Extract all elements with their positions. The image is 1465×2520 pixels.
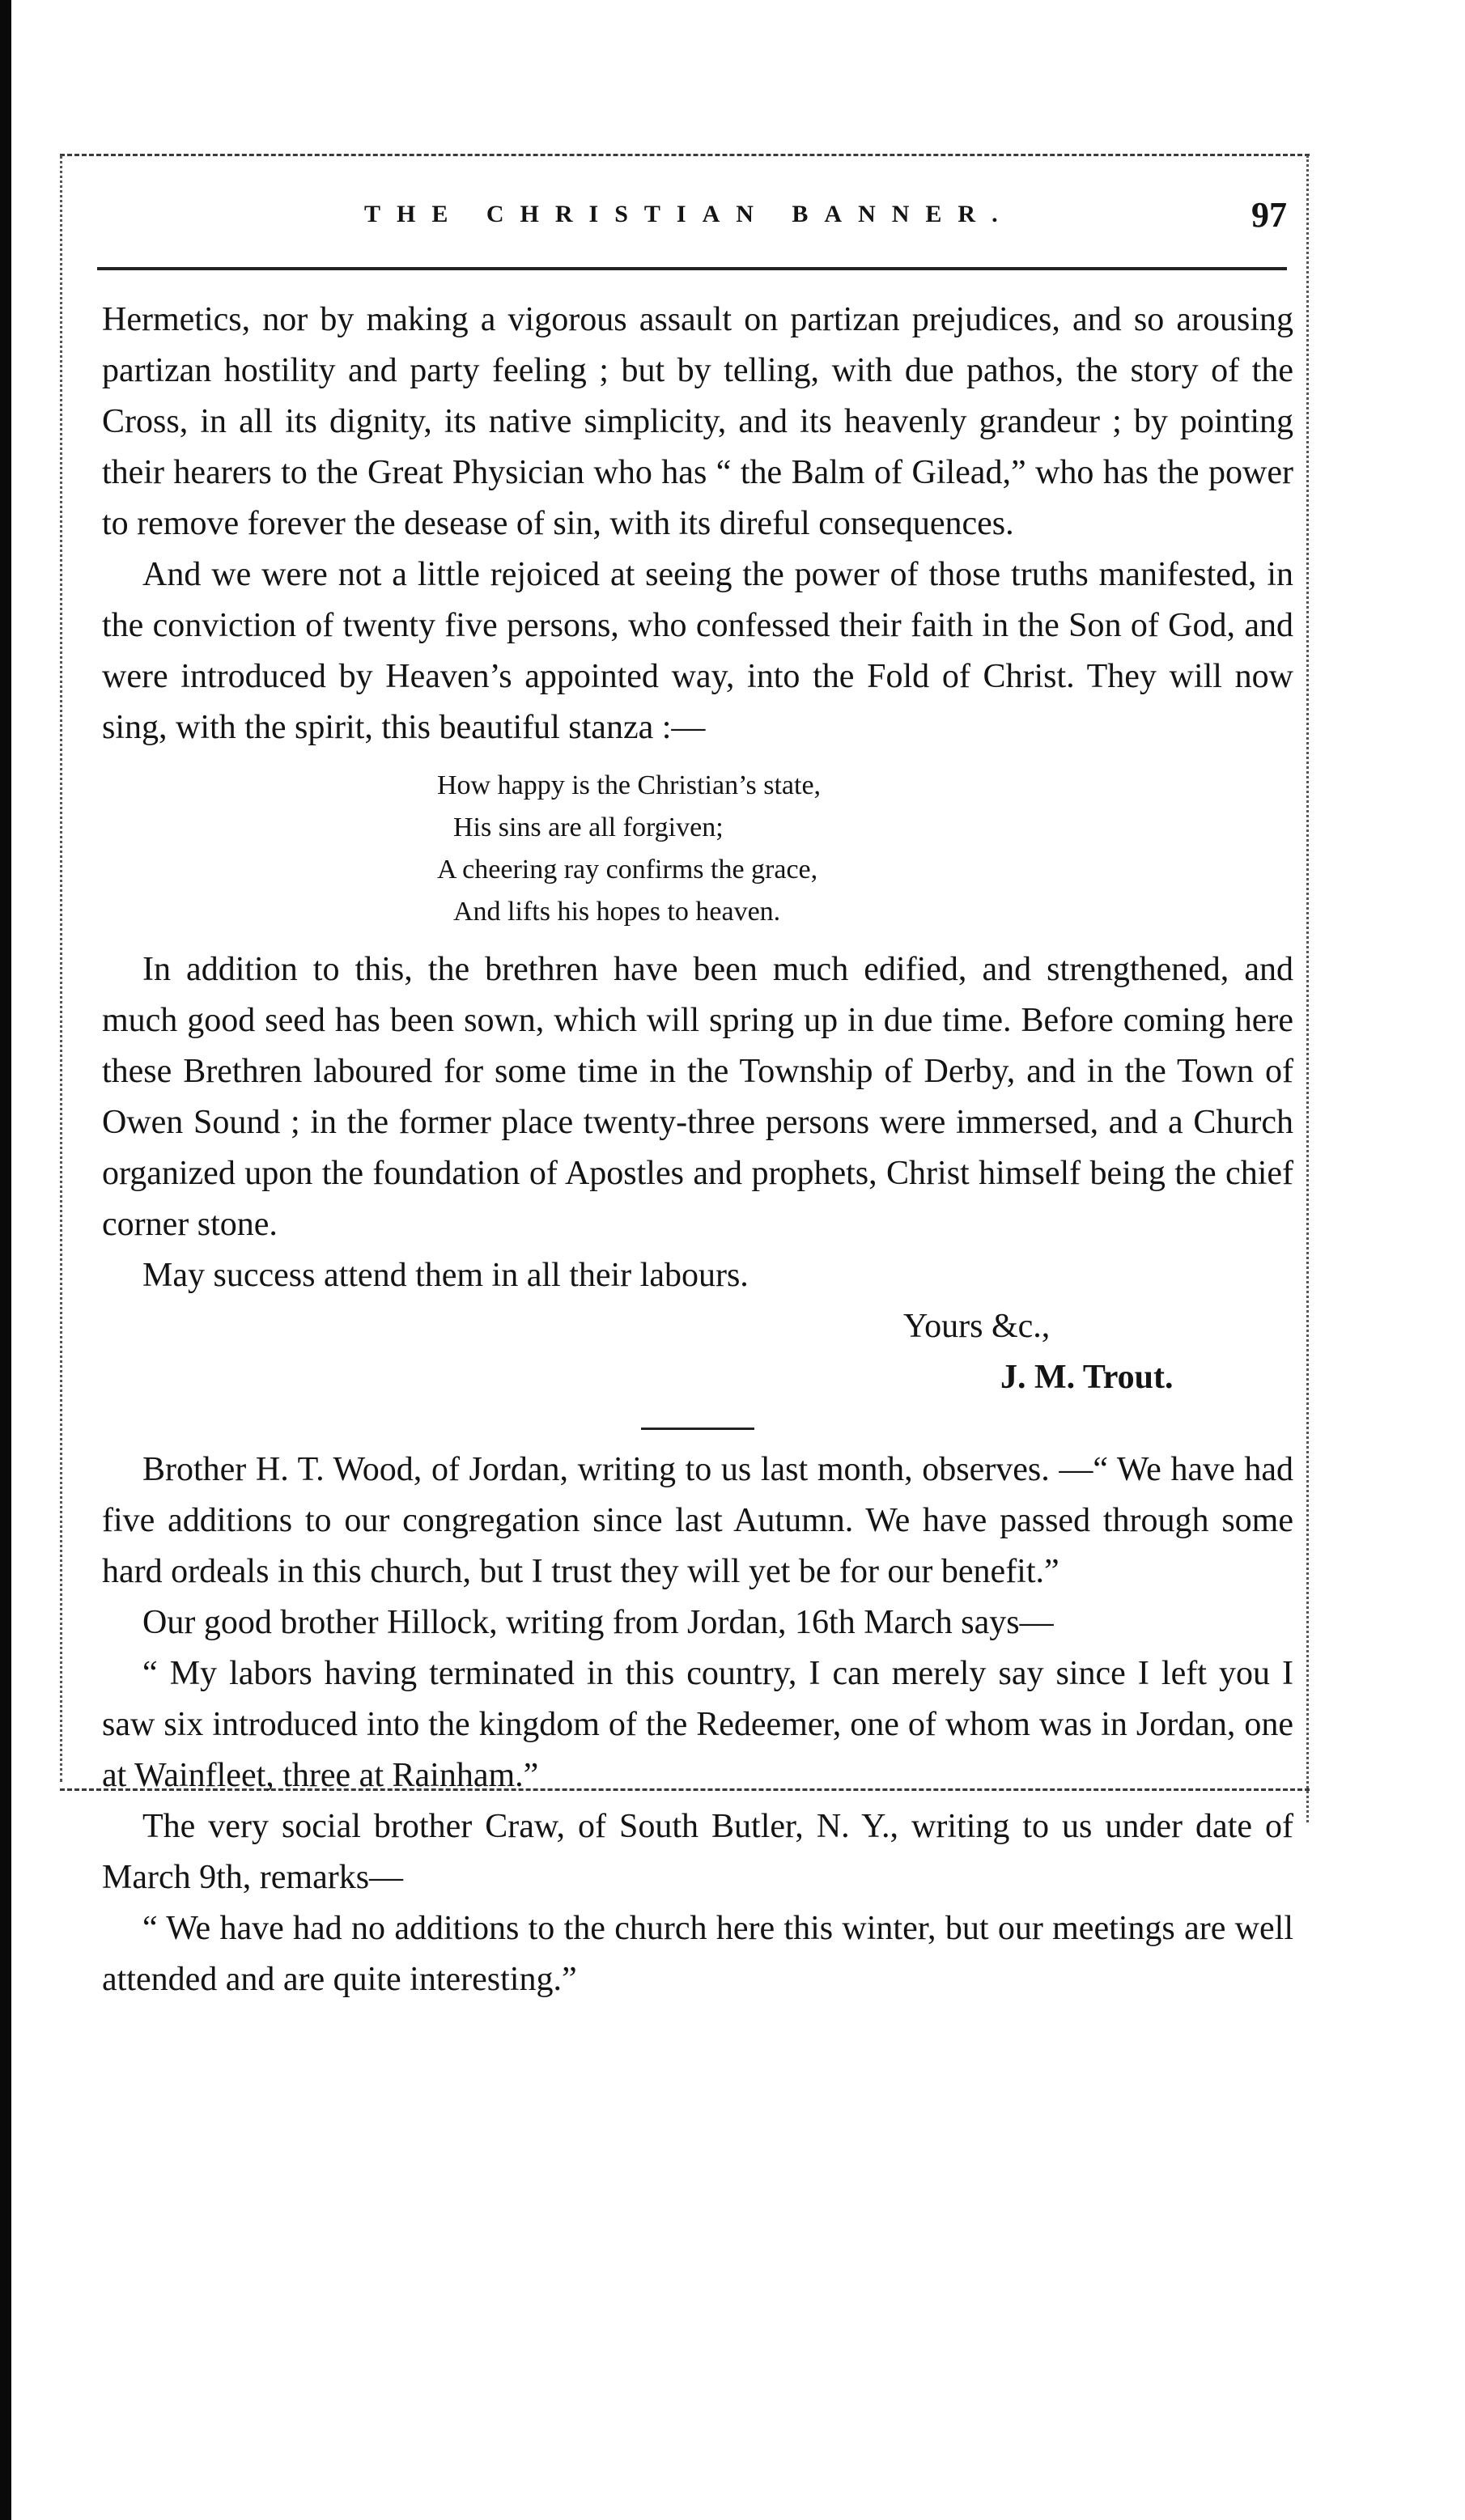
right-border-rule <box>1306 155 1309 1822</box>
verse-line: And lifts his hopes to heaven. <box>453 897 781 927</box>
paragraph-edified: In addition to this, the brethren have been much edified, and strengthened, and much good seed has been sown, which will spring up in due time. Before coming here these Brethren laboured for some time in the Township of Derby, and in the Town of Owen Sound ; in the former place twenty-three persons were immersed, and a Church organized upon the foundation of Apostles and prophets, Christ himself being the chief corner stone. <box>102 951 1293 1243</box>
paragraph-hillock-quote: “ My labors having terminated in this country, I can merely say since I left you I saw six introduced into the kingdom of the Redeemer, one of whom was in Jordan, one at Wainfleet, three at Rainham.” <box>102 1655 1293 1794</box>
paragraph-blessing: May success attend them in all their labours. <box>142 1257 749 1294</box>
signoff-signature: J. M. Trout. <box>1000 1359 1174 1396</box>
binding-edge <box>0 0 11 2520</box>
verse-line: His sins are all forgiven; <box>453 812 724 842</box>
top-border-rule <box>60 154 1310 156</box>
paragraph-craw-quote: “ We have had no additions to the church here this winter, but our meetings are well attended and are quite interesting.” <box>102 1910 1293 1998</box>
signoff-yours: Yours &c., <box>903 1308 1051 1345</box>
paragraph-conversions: And we were not a little rejoiced at seeing the power of those truths manifested, in the conviction of twenty five persons, who confessed their faith in the Son of God, and were introduced by Heaven’s appointed way, into the Fold of Christ. They will now sing, with the spirit, this beautiful stanza :— <box>102 556 1293 746</box>
text-column <box>102 295 1293 2005</box>
paragraph-wood-letter: Brother H. T. Wood, of Jordan, writing to us last month, observes. —“ We have had five additions to our congregation since last Autumn. We have passed through some hard ordeals in this church, but I trust they will yet be for our benefit.” <box>102 1451 1293 1590</box>
hymn-stanza <box>437 765 1293 933</box>
running-title: THE CHRISTIAN BANNER. <box>364 201 1014 227</box>
page-number: 97 <box>1251 195 1287 235</box>
verse-line: How happy is the Christian’s state, <box>437 770 822 800</box>
verse-line: A cheering ray confirms the grace, <box>437 855 818 885</box>
paragraph-continued: Hermetics, nor by making a vigorous assault on partizan prejudices, and so arousing partizan hostility and party feeling ; but by telling, with due pathos, the story of the Cross, in all its dignity, its native simplicity, and its heavenly grandeur ; by pointing their hearers to the Great Physician who has “ the Balm of Gilead,” who has the power to remove forever the desease of sin, with its direful consequences. <box>102 301 1293 542</box>
section-divider <box>641 1428 754 1430</box>
paragraph-craw-intro: The very social brother Craw, of South Butler, N. Y., writing to us under date of March 9th, remarks— <box>102 1808 1293 1896</box>
running-head <box>97 194 1295 243</box>
header-rule <box>97 267 1287 270</box>
paragraph-hillock-intro: Our good brother Hillock, writing from Jordan, 16th March says— <box>142 1604 1054 1641</box>
left-border-rule <box>60 155 62 1782</box>
